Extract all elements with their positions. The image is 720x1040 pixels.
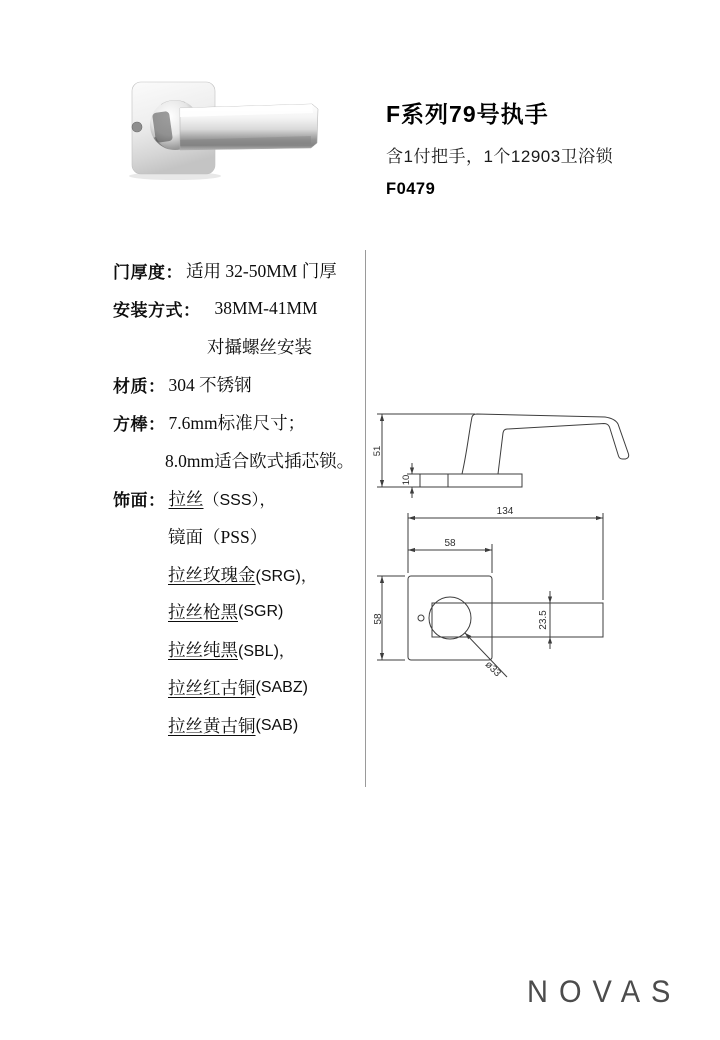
spec-row-finish-sab [113,707,388,745]
technical-drawing [370,390,700,710]
product-title: F系列79号执手 [386,101,549,127]
spec-row-finish-sbl [113,631,388,669]
finish-code: (SABZ) [255,678,308,696]
spec-value: 对攝螺丝安装 [207,337,312,358]
dim-rose-width: 58 [444,538,456,549]
spec-value: 8.0mm适合欧式插芯锁。 [165,450,355,471]
spec-row-finish-sabz [113,669,388,707]
product-photo [120,72,340,207]
spec-value: 38MM-41MM [214,298,318,319]
header-block [386,96,613,199]
finish-name: 拉丝枪黑 [168,602,238,623]
side-view [372,414,629,498]
dim-collar-diameter: ø33 [482,659,503,680]
spec-row-finish-srg [113,555,388,593]
spec-label: 饰面： [113,490,166,510]
finish-name: 拉丝黄古铜 [168,716,256,737]
spec-label: 方棒： [113,415,166,434]
front-view [373,506,603,680]
dim-lever-width: 23.5 [538,610,549,630]
side-plate [420,474,522,487]
spec-row-finish-sgr [113,593,388,631]
spec-value: 镜面（PSS） [168,526,268,547]
finish-code: (SGR) [238,602,284,620]
spec-label: 材质： [113,377,166,397]
front-lever [432,603,603,637]
spec-row-install-note [113,328,388,366]
dim-overall-length: 134 [496,506,514,517]
front-pin-hole [418,615,424,621]
spec-row-spindle [113,404,388,442]
spec-row-material [113,366,388,404]
model-number: F0479 [386,180,436,198]
privacy-pin [132,122,142,132]
finish-name: 拉丝玫瑰金 [168,564,256,585]
spec-row-finish-pss [113,517,388,555]
spec-row-finish-sss [113,479,388,517]
finish-name: 拉丝纯黑 [168,640,238,661]
divider-line [365,250,366,787]
finish-name: 拉丝红古铜 [168,678,256,699]
dim-side-height: 51 [372,445,383,457]
finish-name: 拉丝 [168,488,204,509]
dim-rose-height: 58 [373,613,384,625]
spec-row-door-thickness [113,252,388,290]
finish-code: (SAB) [255,716,299,734]
spec-value: 适用 32-50MM 门厚 [186,261,337,282]
product-description: 含1付把手，1个12903卫浴锁 [386,147,614,166]
spec-value: 304 不锈钢 [168,375,252,396]
handle-photo-art [129,82,318,180]
spec-label: 门厚度： [113,263,183,283]
spec-label: 安装方式： [113,301,201,321]
side-lever-outline [462,414,629,474]
spec-row-install-method [113,290,388,328]
spec-row-spindle-note [113,441,388,479]
novas-logo: NOVAS [527,975,682,1010]
spec-list [113,252,388,745]
finish-code: (SRG)， [255,567,317,585]
finish-code: （SSS）， [203,491,276,509]
spec-value: 7.6mm标准尺寸； [168,413,306,433]
finish-code: (SBL)， [238,643,295,661]
dim-plate-thickness: 10 [401,474,412,486]
